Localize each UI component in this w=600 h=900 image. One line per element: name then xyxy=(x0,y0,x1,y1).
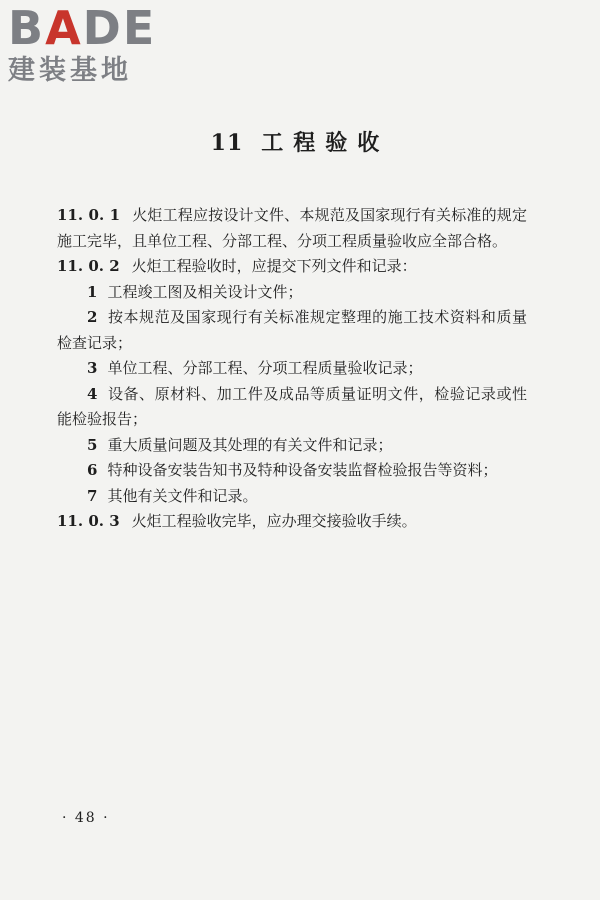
list-item-4 xyxy=(57,382,527,433)
item-text: 工程竣工图及相关设计文件； xyxy=(107,282,303,301)
list-item-2 xyxy=(57,305,527,356)
bade-logo xyxy=(8,1,178,88)
clause-text: 火炬工程应按设计文件、本规范及国家现行有关标准的规定施工完毕，且单位工程、分部工程、分项工程质量验收应全部合格。 xyxy=(57,206,527,250)
item-number: 4 xyxy=(87,384,98,403)
clause-number: 11. 0. 2 xyxy=(57,257,120,275)
item-number: 5 xyxy=(87,435,98,454)
logo-wordmark xyxy=(8,1,178,55)
document-body xyxy=(57,203,527,535)
logo-letter-b: B xyxy=(8,1,46,55)
list-item-3 xyxy=(57,356,527,382)
item-number: 7 xyxy=(87,486,98,505)
item-text: 设备、原材料、加工件及成品等质量证明文件，检验记录或性能检验报告； xyxy=(57,384,527,428)
chapter-title xyxy=(0,126,600,157)
logo-letter-a: A xyxy=(45,1,83,55)
chapter-number: 11 xyxy=(210,130,244,156)
list-item-7 xyxy=(57,484,527,510)
logo-letters-de: DE xyxy=(82,1,157,55)
list-item-6 xyxy=(57,458,527,484)
clause-number: 11. 0. 1 xyxy=(57,206,121,224)
item-text: 重大质量问题及其处理的有关文件和记录； xyxy=(107,435,393,454)
logo-subtitle: 建装基地 xyxy=(8,55,132,86)
clause-text: 火炬工程验收时，应提交下列文件和记录： xyxy=(131,257,417,275)
item-text: 单位工程、分部工程、分项工程质量验收记录； xyxy=(107,359,423,377)
item-number: 2 xyxy=(87,308,98,326)
item-number: 6 xyxy=(87,461,98,479)
clause-number: 11. 0. 3 xyxy=(57,512,120,530)
page-number: · 48 · xyxy=(62,810,110,826)
clause-11-0-3 xyxy=(57,509,527,535)
list-item-1 xyxy=(57,280,527,306)
list-item-5 xyxy=(57,433,527,459)
item-number: 3 xyxy=(87,359,98,377)
item-text: 特种设备安装告知书及特种设备安装监督检验报告等资料； xyxy=(107,461,498,479)
item-number: 1 xyxy=(87,282,98,301)
clause-text: 火炬工程验收完毕，应办理交接验收手续。 xyxy=(131,512,417,530)
item-text: 按本规范及国家现行有关标准规定整理的施工技术资料和质量检查记录； xyxy=(57,308,527,352)
clause-11-0-1 xyxy=(57,203,527,254)
item-text: 其他有关文件和记录。 xyxy=(107,486,258,505)
chapter-title-text: 工程验收 xyxy=(261,130,390,156)
clause-11-0-2 xyxy=(57,254,527,280)
